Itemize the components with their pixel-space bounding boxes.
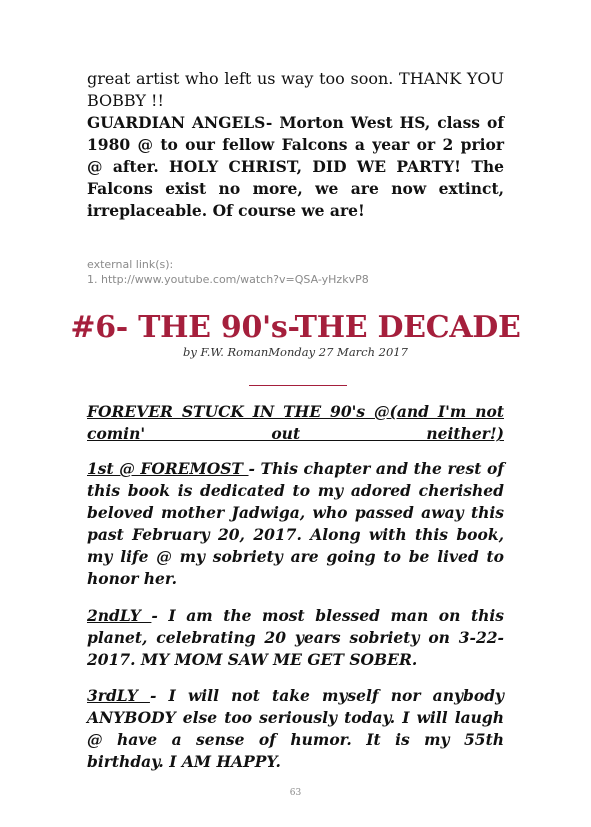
chapter-byline: by F.W. RomanMonday 27 March 2017	[183, 345, 408, 359]
page-number: 63	[289, 788, 302, 798]
third-text: - I will not take myself nor anybody ANYBODY else too seriously today. I will laugh @ have a sense of humor. It is my 55th birthday. I AM HAPPY.	[87, 686, 504, 771]
external-link-1[interactable]: 1. http://www.youtube.com/watch?v=QSA-yHzkvP8	[87, 273, 369, 286]
external-links-label: external link(s):	[87, 258, 174, 271]
first-text: - This chapter and the rest of this book is dedicated to my adored cherished beloved mother Jadwiga, who passed away this past February 20, 2017. Along with this book, my life @ my sobriety are going to be lived to honor her.	[87, 459, 504, 588]
section-heading: FOREVER STUCK IN THE 90's @(and I'm not comin' out neither!)	[87, 402, 504, 443]
external-links	[87, 257, 369, 287]
first-label: 1st @ FOREMOST	[87, 459, 249, 478]
intro-paragraph: great artist who left us way too soon. THANK YOU BOBBY !!	[87, 69, 504, 110]
third-paragraph	[87, 685, 504, 773]
second-text: - I am the most blessed man on this planet, celebrating 20 years sobriety on 3-22-2017. MY MOM SAW ME GET SOBER.	[87, 606, 504, 669]
guardian-angels-paragraph: GUARDIAN ANGELS- Morton West HS, class of 1980 @ to our fellow Falcons a year or 2 prior @ after. HOLY CHRIST, DID WE PARTY! The Falcons exist no more, we are now extinct, irreplaceable. Of course we are!	[87, 113, 504, 220]
chapter-title: #6- THE 90's-THE DECADE	[70, 310, 521, 345]
first-paragraph	[87, 458, 504, 590]
second-paragraph	[87, 605, 504, 671]
third-label: 3rdLY	[87, 686, 150, 705]
separator-line	[249, 385, 347, 386]
second-label: 2ndLY	[87, 606, 152, 625]
